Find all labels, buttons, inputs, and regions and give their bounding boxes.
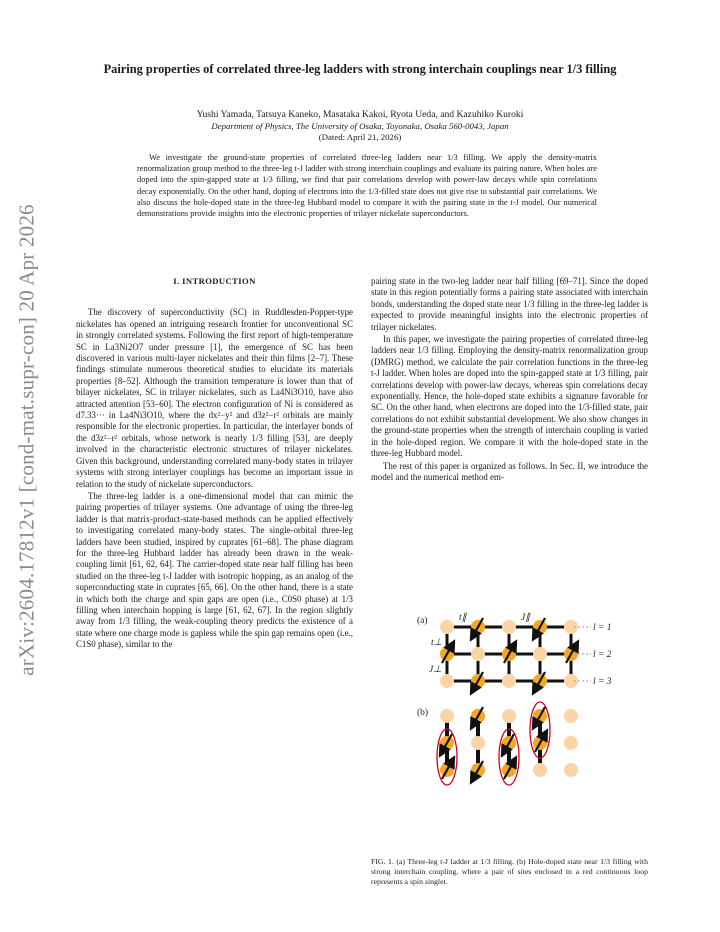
empty-site [533, 763, 547, 777]
leg-label-1: l = 1 [593, 623, 612, 633]
left-column [76, 276, 353, 652]
intro-paragraph: The three-leg ladder is a one-dimensional model that can mimic the pairing properties of trilayer systems. One advantage of using the three-leg ladder is that matrix-product-state-based methods can be applied effectively to investigating correlated many-body states. The single-orbital three-leg ladders have been studied, inspired by cuprates [61–68]. The phase diagram for the three-leg Hubbard ladder has already been drawn in the weak-coupling limit [61, 62, 64]. The carrier-doped state near half filling has been studied on the three-leg t-J ladder with isotropic hopping, as an analog of the superconducting state in cuprates [65, 66]. On the other hand, there is a state in which both the charge and spin gaps are open (i.e., C0S0 phase) at 1/3 filling when interchain hopping is large [61, 62, 67]. In the region slightly away from 1/3 filling, the weak-coupling theory predicts the existence of a state where one charge mode is gapless while the spin gap remains open (i.e., C1S0 phase), similar to the [76, 490, 353, 650]
empty-site [533, 647, 547, 661]
empty-site [564, 736, 578, 750]
section-heading: I. INTRODUCTION [173, 276, 256, 286]
ladder-panel-b [417, 702, 578, 785]
affiliation: Department of Physics, The University of Osaka, Toyonaka, Osaka 560-0043, Japan [211, 121, 509, 131]
empty-site [502, 620, 516, 634]
intro-paragraph: The discovery of superconductivity (SC) in Ruddlesden-Popper-type nickelates has opened an intriguing research frontier for unconventional SC in strongly correlated systems. Following the first report of high-temperature SC in La3Ni2O7 under pressure [1], the emergence of SC has been discovered in various multi-layer nickelates and their thin films [2–7]. These findings stimulate numerous theoretical studies to elucidate its materials properties [8–52]. Although the transition temperature is lower than that of bilayer nickelates, SC in trilayer nickelates, such as La4Ni3O10, have also attracted attention [53–60]. The electron configuration of Ni is considered as d7.33··· in La4Ni3O10, where the dx²−y² and d3z²−r² orbitals are mainly responsible for the electronic properties. In particular, the interlayer bonds of the d3z²−r² orbitals, whose network is nearly 1/3 filling [53], are deeply involved in the characteristic electronic structures of trilayer nickelates. Given this background, understanding correlated many-body states in trilayer systems with strong interlayer couplings has become an important issue in relation to the study of nickelate superconductors. [76, 307, 353, 489]
hopping-perp-label: t⊥ [431, 638, 442, 648]
empty-site [564, 763, 578, 777]
right-column [371, 276, 648, 484]
leg-label-2: l = 2 [593, 650, 612, 660]
panel-label-a: (a) [417, 616, 428, 626]
empty-site [440, 674, 454, 688]
paper-title: Pairing properties of correlated three-leg ladders with strong interchain couplings near 1/3 filling [103, 62, 617, 76]
empty-site [502, 709, 516, 723]
intro-paragraph: pairing state in the two-leg ladder near half filling [69–71]. Since the doped state in this region potentially forms a pairing state associated with interchain bonds, understanding the doped state near 1/3 filling in the three-leg ladder is expected to provide meaningful insights into the electronic properties of trilayer nickelates. [371, 276, 648, 332]
leg-label-3: l = 3 [593, 677, 612, 687]
intro-paragraph: In this paper, we investigate the pairing properties of correlated three-leg ladders near 1/3 filling. Employing the density-matrix renormalization group (DMRG) method, we calculate the pair correlation functions in the three-leg t-J ladder. When holes are doped into the spin-gapped state at 1/3 filling, pair correlations develop with power-law decays, whereas spin correlations decay exponentially. Hence, the hole-doped state exhibits a signature favorable for SC. On the other hand, when electrons are doped into the 1/3-filled state, pair correlations do not exhibit substantial development. We also show changes in the ground-state properties when the strength of interchain coupling is varied in the hole-doped region. We compare it with the hole-doped state in the three-leg Hubbard model. [371, 334, 648, 459]
author-list: Yushi Yamada, Tatsuya Kaneko, Masataka Kakoi, Ryota Ueda, and Kazuhiko Kuroki [196, 109, 524, 120]
exchange-perp-label: J⊥ [429, 665, 442, 675]
empty-site [471, 736, 485, 750]
empty-site [502, 674, 516, 688]
empty-site [564, 709, 578, 723]
empty-site [440, 620, 454, 634]
arxiv-sidebar [4, 190, 50, 690]
lattice-sites [440, 707, 578, 779]
hopping-parallel-label: t∥ [459, 613, 467, 623]
empty-site [471, 647, 485, 661]
empty-site [440, 709, 454, 723]
singlet-bonds [447, 716, 540, 770]
intro-paragraph: The rest of this paper is organized as follows. In Sec. II, we introduce the model and the numerical method em- [371, 460, 648, 482]
exchange-parallel-label: J∥ [521, 613, 530, 623]
figure-caption: FIG. 1. (a) Three-leg t-J ladder at 1/3 filling. (b) Hole-doped state near 1/3 filling with strong interchain coupling, where a pair of sites enclosed in a red continuous loop represents a spin singlet. [371, 857, 648, 886]
date-line: (Dated: April 21, 2026) [318, 132, 402, 142]
figure-1 [371, 603, 648, 858]
arxiv-id: arXiv:2604.17812v1 [cond-mat.supr-con] 20 Apr 2026 [14, 204, 39, 676]
ladder-panel-a [417, 612, 612, 690]
panel-label-b: (b) [417, 708, 429, 718]
abstract: We investigate the ground-state properties of correlated three-leg ladders near 1/3 filling. We apply the density-matrix renormalization group method to the three-leg t-J ladder with strong interchain couplings and evaluate its pairing nature. When holes are doped into the spin-gapped state at 1/3 filling, we find that pair correlations develop with power-law decays while spin correlations decay exponentially. On the other hand, doping of electrons into the 1/3-filled state does not give rise to substantial pair correlations. We also discuss the hole-doped state in the three-leg Hubbard model to compare it with the pairing state in the t-J model. Our numerical demonstrations provide insights into the electronic properties of trilayer nickelate superconductors. [137, 153, 597, 219]
